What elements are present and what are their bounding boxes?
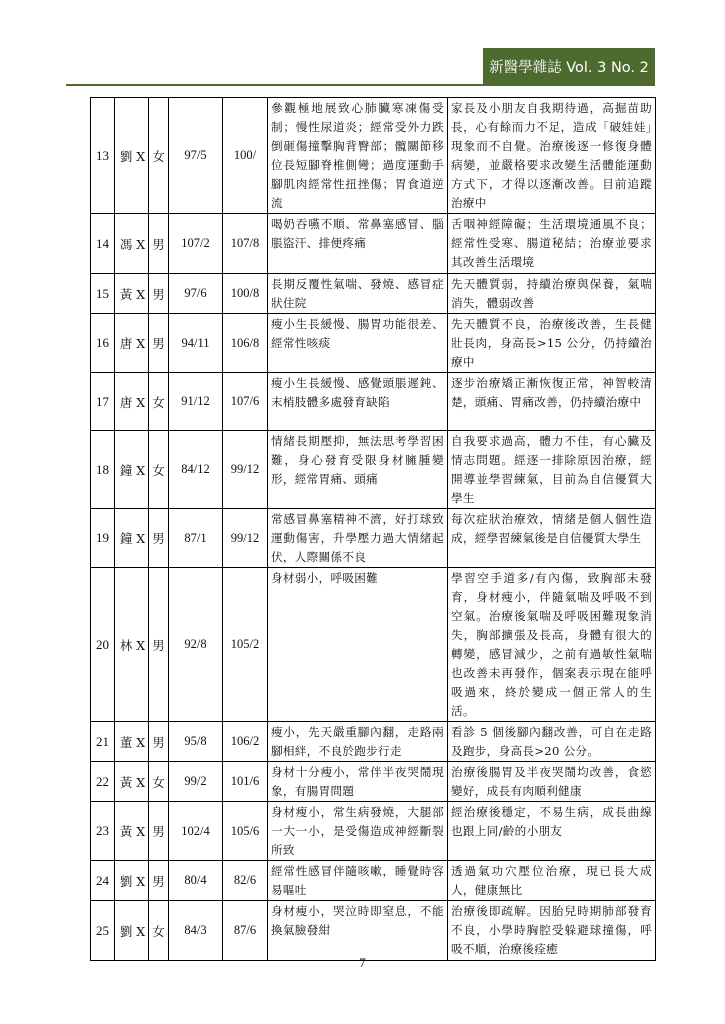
table-row bbox=[91, 98, 656, 214]
end-date: 82/6 bbox=[223, 861, 268, 901]
table-row bbox=[91, 431, 656, 509]
journal-title: 新醫學雜誌 Vol. 3 No. 2 bbox=[489, 60, 649, 76]
header-rule bbox=[66, 84, 655, 86]
outcome-text: 治療後即疏解。因胎兒時期肺部發育不良，小學時胸腔受躲避球撞傷，呼吸不順，治療後痊癒 bbox=[448, 901, 656, 961]
patient-name: 劉 X bbox=[115, 98, 149, 214]
case-number: 18 bbox=[91, 431, 115, 509]
patient-name: 唐 X bbox=[115, 314, 149, 373]
start-date: 102/4 bbox=[169, 802, 223, 861]
end-date: 99/12 bbox=[223, 431, 268, 509]
symptoms-text: 身材十分瘦小，常伴半夜哭鬧現象，有腸胃問題 bbox=[268, 762, 448, 802]
start-date: 94/11 bbox=[169, 314, 223, 373]
end-date: 105/6 bbox=[223, 802, 268, 861]
symptoms-text: 身材瘦小，哭泣時即窒息，不能換氣臉發紺 bbox=[268, 901, 448, 961]
case-number: 20 bbox=[91, 568, 115, 722]
end-date: 107/8 bbox=[223, 214, 268, 274]
symptoms-text: 情緒長期壓抑，無法思考學習困難，身心發育受限身材臃腫變形，經常胃痛、頭痛 bbox=[268, 431, 448, 509]
case-number: 25 bbox=[91, 901, 115, 961]
symptoms-text: 長期反覆性氣喘、發燒、感冒症狀住院 bbox=[268, 274, 448, 314]
end-date: 100/ bbox=[223, 98, 268, 214]
start-date: 84/3 bbox=[169, 901, 223, 961]
case-number: 15 bbox=[91, 274, 115, 314]
symptoms-text: 瘦小生長緩慢、感覺頭脹遲鈍、末梢肢體多處發育缺陷 bbox=[268, 373, 448, 431]
patient-sex: 女 bbox=[149, 431, 169, 509]
patient-name: 黃 X bbox=[115, 762, 149, 802]
patient-sex: 女 bbox=[149, 98, 169, 214]
end-date: 106/8 bbox=[223, 314, 268, 373]
symptoms-text: 常感冒鼻塞精神不濟，好打球致運動傷害，升學壓力過大情緒起伏，人際關係不良 bbox=[268, 509, 448, 568]
patient-sex: 男 bbox=[149, 802, 169, 861]
table-row bbox=[91, 802, 656, 861]
start-date: 107/2 bbox=[169, 214, 223, 274]
patient-sex: 男 bbox=[149, 214, 169, 274]
symptoms-text: 喝奶吞嚥不順、常鼻塞感冒、腦脹盜汗、排便疼痛 bbox=[268, 214, 448, 274]
case-number: 16 bbox=[91, 314, 115, 373]
start-date: 80/4 bbox=[169, 861, 223, 901]
outcome-text: 家長及小朋友自我期待過，高掘苗助長，心有餘而力不足，造成「破娃娃」現象而不自覺。治療後逐一修復身體病變，並嚴格要求改變生活體能運動方式下，才得以逐漸改善。目前追蹤治療中 bbox=[448, 98, 656, 214]
end-date: 105/2 bbox=[223, 568, 268, 722]
symptoms-text: 身材瘦小，常生病發燒，大腿部一大一小，是受傷造成神經斷裂所致 bbox=[268, 802, 448, 861]
table-row bbox=[91, 274, 656, 314]
outcome-text: 自我要求過高，體力不佳，有心臟及情志問題。經逐一排除原因治療，經開導並學習練氣，目前為自信優質大學生 bbox=[448, 431, 656, 509]
symptoms-text: 瘦小生長緩慢、腸胃功能很差、經常性咳痰 bbox=[268, 314, 448, 373]
patient-sex: 女 bbox=[149, 762, 169, 802]
outcome-text: 經治療後穩定，不易生病，成長曲線也跟上同/齡的小朋友 bbox=[448, 802, 656, 861]
patient-name: 林 X bbox=[115, 568, 149, 722]
start-date: 91/12 bbox=[169, 373, 223, 431]
case-table bbox=[90, 97, 656, 961]
start-date: 87/1 bbox=[169, 509, 223, 568]
end-date: 106/2 bbox=[223, 722, 268, 762]
patient-sex: 男 bbox=[149, 568, 169, 722]
table-row bbox=[91, 373, 656, 431]
end-date: 87/6 bbox=[223, 901, 268, 961]
end-date: 100/8 bbox=[223, 274, 268, 314]
patient-name: 董 X bbox=[115, 722, 149, 762]
start-date: 92/8 bbox=[169, 568, 223, 722]
case-number: 24 bbox=[91, 861, 115, 901]
patient-sex: 男 bbox=[149, 861, 169, 901]
patient-name: 馮 X bbox=[115, 214, 149, 274]
patient-sex: 男 bbox=[149, 509, 169, 568]
case-number: 19 bbox=[91, 509, 115, 568]
table-row bbox=[91, 762, 656, 802]
page-number: 7 bbox=[359, 955, 366, 970]
end-date: 107/6 bbox=[223, 373, 268, 431]
symptoms-text: 參觀極地展致心肺臟寒凍傷受制；慢性尿道炎；經常受外力跌倒砸傷撞擊胸背臀部；髖關節移位長短腳脊椎側彎；過度運動手腳肌肉經常性扭挫傷；胃食道逆流 bbox=[268, 98, 448, 214]
case-number: 17 bbox=[91, 373, 115, 431]
start-date: 97/5 bbox=[169, 98, 223, 214]
outcome-text: 逐步治療矯正漸恢復正常，神智較清楚，頭痛、胃痛改善，仍持續治療中 bbox=[448, 373, 656, 431]
patient-sex: 男 bbox=[149, 722, 169, 762]
patient-sex: 男 bbox=[149, 314, 169, 373]
symptoms-text: 經常性感冒伴隨咳嗽，睡覺時容易嘔吐 bbox=[268, 861, 448, 901]
start-date: 84/12 bbox=[169, 431, 223, 509]
outcome-text: 舌咽神經障礙；生活環境通風不良；經常性受寒、腸道秘結；治療並要求其改善生活環境 bbox=[448, 214, 656, 274]
outcome-text: 每次症狀治療效，情緒是個人個性造成，經學習練氣後是自信優質大學生 bbox=[448, 509, 656, 568]
patient-sex: 女 bbox=[149, 901, 169, 961]
case-number: 13 bbox=[91, 98, 115, 214]
patient-name: 黃 X bbox=[115, 802, 149, 861]
outcome-text: 看診 5 個後腳內翻改善，可自在走路及跑步，身高長>20 公分。 bbox=[448, 722, 656, 762]
symptoms-text: 瘦小，先天嚴重腳內翻，走路兩腳相絆，不良於跑步行走 bbox=[268, 722, 448, 762]
table-row bbox=[91, 214, 656, 274]
outcome-text: 學習空手道多/有內傷，致胸部未發育，身材瘦小，伴隨氣喘及呼吸不到空氣。治療後氣喘及呼吸困難現象消失，胸部擴張及長高，身體有很大的轉變，感冒減少，之前有過敏性氣喘也改善未再發作，個案表示現在能呼吸過來，終於變成一個正常人的生活。 bbox=[448, 568, 656, 722]
symptoms-text: 身材弱小，呼吸困難 bbox=[268, 568, 448, 722]
journal-header-band bbox=[483, 48, 655, 85]
case-number: 14 bbox=[91, 214, 115, 274]
patient-name: 黃 X bbox=[115, 274, 149, 314]
table-row bbox=[91, 861, 656, 901]
case-number: 22 bbox=[91, 762, 115, 802]
patient-name: 唐 X bbox=[115, 373, 149, 431]
outcome-text: 先天體質弱，持續治療與保養，氣喘消失，體弱改善 bbox=[448, 274, 656, 314]
start-date: 95/8 bbox=[169, 722, 223, 762]
table-row bbox=[91, 568, 656, 722]
patient-sex: 女 bbox=[149, 373, 169, 431]
start-date: 97/6 bbox=[169, 274, 223, 314]
end-date: 101/6 bbox=[223, 762, 268, 802]
case-number: 23 bbox=[91, 802, 115, 861]
start-date: 99/2 bbox=[169, 762, 223, 802]
patient-name: 鐘 X bbox=[115, 509, 149, 568]
patient-sex: 男 bbox=[149, 274, 169, 314]
table-row bbox=[91, 509, 656, 568]
table-row bbox=[91, 901, 656, 961]
patient-name: 鐘 X bbox=[115, 431, 149, 509]
end-date: 99/12 bbox=[223, 509, 268, 568]
patient-name: 劉 X bbox=[115, 901, 149, 961]
table-row bbox=[91, 722, 656, 762]
outcome-text: 透過氣功穴壓位治療，現已長大成人，健康無比 bbox=[448, 861, 656, 901]
patient-name: 劉 X bbox=[115, 861, 149, 901]
outcome-text: 先天體質不良，治療後改善，生長健壯長肉，身高長>15 公分，仍持續治療中 bbox=[448, 314, 656, 373]
outcome-text: 治療後腸胃及半夜哭鬧均改善，食慾變好，成長有肉順利健康 bbox=[448, 762, 656, 802]
case-number: 21 bbox=[91, 722, 115, 762]
table-row bbox=[91, 314, 656, 373]
